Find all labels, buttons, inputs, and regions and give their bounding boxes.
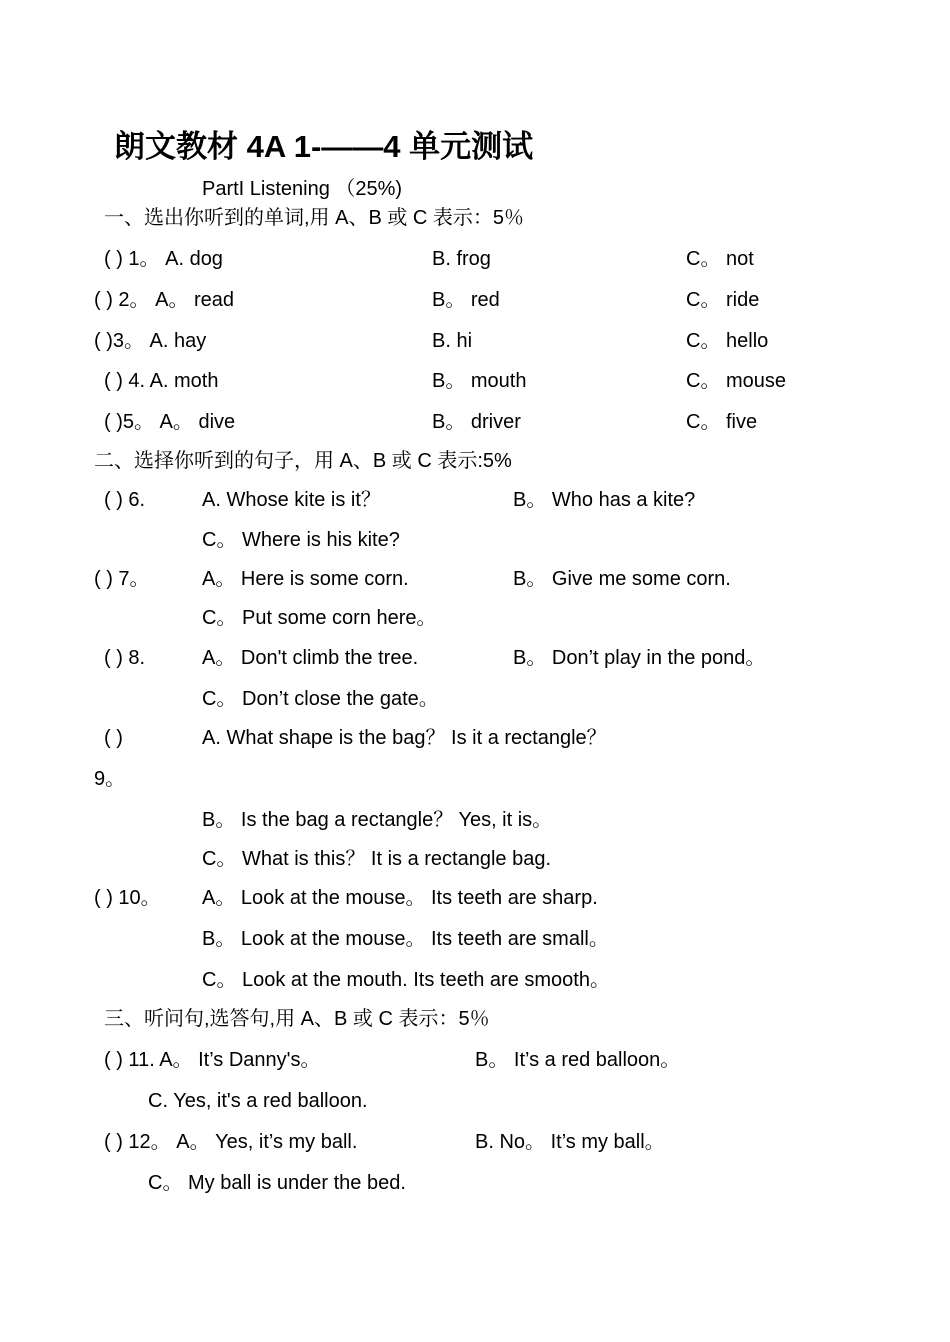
q1-option-b: B. frog <box>432 248 491 270</box>
q7-option-c: C。 Put some corn here。 <box>202 607 437 629</box>
q3-option-c: C。 hello <box>686 330 769 352</box>
q2-option-b: B。 red <box>432 289 500 311</box>
q11-option-a: ( ) 11. A。 It’s Danny's。 <box>104 1049 321 1071</box>
q2-prefix: ( ) 2。 A。 read <box>94 289 235 311</box>
q12-option-a: ( ) 12。 A。 Yes, it’s my ball. <box>104 1131 358 1153</box>
q4-option-c: C。 mouse <box>686 370 787 392</box>
q8-option-a: A。 Don't climb the tree. <box>202 647 419 669</box>
section-1-heading: 一、选出你听到的单词,用 A、B 或 C 表示：5％ <box>104 207 525 229</box>
q1-prefix: ( ) 1。 A. dog <box>104 248 223 270</box>
section-3-heading: 三、听问句,选答句,用 A、B 或 C 表示：5％ <box>104 1008 490 1030</box>
q9-option-c: C。 What is this？ It is a rectangle bag. <box>202 848 552 870</box>
q10-option-c: C。 Look at the mouth. Its teeth are smooth。 <box>202 969 610 991</box>
q10-option-a: A。 Look at the mouse。 Its teeth are sharp. <box>202 887 598 909</box>
q4-prefix: ( ) 4. A. moth <box>104 370 219 392</box>
q9-option-b: B。 Is the bag a rectangle？ Yes, it is。 <box>202 809 553 831</box>
q7-prefix: ( ) 7。 <box>94 568 150 590</box>
q6-prefix: ( ) 6. <box>104 489 146 511</box>
q1-option-c: C。 not <box>686 248 754 270</box>
q7-option-a: A。 Here is some corn. <box>202 568 409 590</box>
q5-option-c: C。 five <box>686 411 758 433</box>
q6-option-b: B。 Who has a kite? <box>513 489 696 511</box>
q11-option-b: B。 It’s a red balloon。 <box>475 1049 681 1071</box>
q10-option-b: B。 Look at the mouse。 Its teeth are small。 <box>202 928 609 950</box>
page-title: 朗文教材 4A 1-——4 单元测试 <box>114 129 534 164</box>
q2-option-c: C。 ride <box>686 289 760 311</box>
q8-option-c: C。 Don’t close the gate。 <box>202 688 439 710</box>
part-heading: PartI Listening （25%) <box>202 178 403 200</box>
q6-option-a: A. Whose kite is it？ <box>202 489 381 511</box>
q3-prefix: ( )3。 A. hay <box>94 330 207 352</box>
q11-option-c: C. Yes, it's a red balloon. <box>148 1090 368 1112</box>
q6-option-c: C。 Where is his kite? <box>202 529 400 551</box>
q9-number: 9。 <box>94 768 126 790</box>
section-2-heading: 二、选择你听到的句子，用 A、B 或 C 表示:5% <box>94 450 512 472</box>
q3-option-b: B. hi <box>432 330 473 352</box>
q8-option-b: B。 Don’t play in the pond。 <box>513 647 766 669</box>
q4-option-b: B。 mouth <box>432 370 527 392</box>
q7-option-b: B。 Give me some corn. <box>513 568 731 590</box>
q8-prefix: ( ) 8. <box>104 647 146 669</box>
q10-prefix: ( ) 10。 <box>94 887 161 909</box>
q5-prefix: ( )5。 A。 dive <box>104 411 236 433</box>
q9-option-a: A. What shape is the bag？ Is it a rectangle？ <box>202 727 607 749</box>
q12-option-b: B. No。 It’s my ball。 <box>475 1131 665 1153</box>
q5-option-b: B。 driver <box>432 411 521 433</box>
q12-option-c: C。 My ball is under the bed. <box>148 1172 406 1194</box>
q9-prefix: ( ) <box>104 727 123 749</box>
